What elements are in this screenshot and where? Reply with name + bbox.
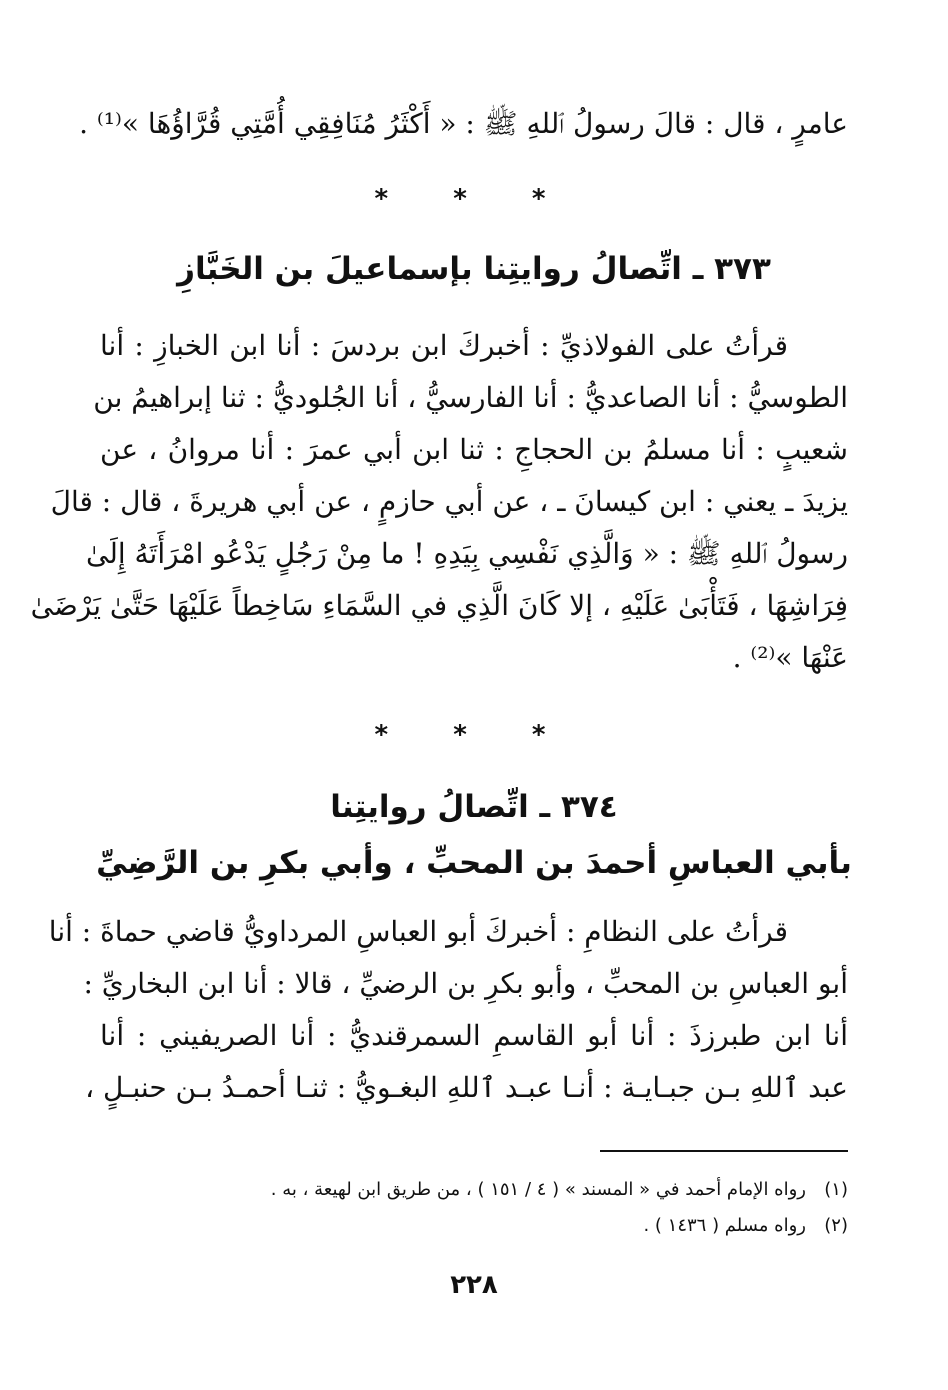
footnote-number: (١) xyxy=(824,1179,848,1200)
body-line: قرأتُ على الفولاذيِّ : أخبركَ ابن بردسَ : أنا ابن الخبازِ : أنا xyxy=(100,329,788,362)
body-line: عَنْهَا »⁽²⁾ . xyxy=(732,641,848,674)
footnote-1 xyxy=(100,1174,848,1206)
body-line: عبد ٱللهِ بـن جبـايـة : أنـا عبـد ٱللهِ البغـويُّ : ثنـا أحمـدُ بـن حنبـلٍ ، xyxy=(85,1071,848,1104)
body-line: الطوسيُّ : أنا الصاعديُّ : أنا الفارسيُّ ، أنا الجُلوديُّ : ثنا إبراهيمُ بن xyxy=(93,381,848,414)
body-line: أبو العباسِ بن المحبِّ ، وأبو بكرِ بن الرضيِّ ، قالا : أنا ابن البخاريِّ : xyxy=(83,967,848,1000)
body-line: أنا ابن طبرزذَ : أنا أبو القاسمِ السمرقنديُّ : أنا الصريفيني : أنا xyxy=(100,1019,848,1052)
footnote-text: رواه مسلم ( ١٤٣٦ ) . xyxy=(643,1215,806,1236)
body-line: شعيبٍ : أنا مسلمُ بن الحجاجِ : ثنا ابن أبي عمرَ : أنا مروانُ ، عن xyxy=(100,433,848,466)
footnote-2 xyxy=(100,1210,848,1242)
footnote-divider xyxy=(600,1150,848,1152)
section-374-heading-line1: ٣٧٤ ـ اتِّصالُ روايتِنا xyxy=(330,789,618,825)
body-line: فِرَاشِهَا ، فَتَأْبَىٰ عَلَيْهِ ، إلا كَانَ الَّذِي في السَّمَاءِ سَاخِطاً عَلَيْهَا حَتَّىٰ يَرْضَىٰ xyxy=(30,589,848,622)
footnote-text: رواه الإمام أحمد في « المسند » ( ٤ / ١٥١ ) ، من طريق ابن لهيعة ، به . xyxy=(270,1179,806,1200)
section-separator: * * * xyxy=(374,184,574,214)
section-374-heading-line2: بأبي العباسِ أحمدَ بن المحبِّ ، وأبي بكرِ بن الرَّضِيِّ xyxy=(96,845,852,881)
section-separator: * * * xyxy=(374,720,574,750)
body-line: رسولُ ٱللهِ ﷺ : « وَالَّذِي نَفْسِي بِيَدِهِ ! ما مِنْ رَجُلٍ يَدْعُو امْرَأَتَهُ إِلَىٰ xyxy=(85,537,848,570)
body-line: يزيدَ ـ يعني : ابن كيسانَ ـ ، عن أبي حازمٍ ، عن أبي هريرةَ ، قال : قالَ xyxy=(50,485,848,518)
section-373-heading: ٣٧٣ ـ اتِّصالُ روايتِنا بإسماعيلَ بن الخَبَّازِ xyxy=(177,251,771,287)
page-number: ٢٢٨ xyxy=(450,1270,498,1300)
body-line: قرأتُ على النظامِ : أخبركَ أبو العباسِ المرداويُّ قاضي حماةَ : أنا xyxy=(48,915,788,948)
continuation-line: عامرٍ ، قال : قالَ رسولُ ٱللهِ ﷺ : « أَكْثَرُ مُنَافِقِي أُمَّتِي قُرَّاؤُهَا »⁽¹⁾ . xyxy=(79,107,848,140)
footnote-number: (٢) xyxy=(824,1215,848,1236)
